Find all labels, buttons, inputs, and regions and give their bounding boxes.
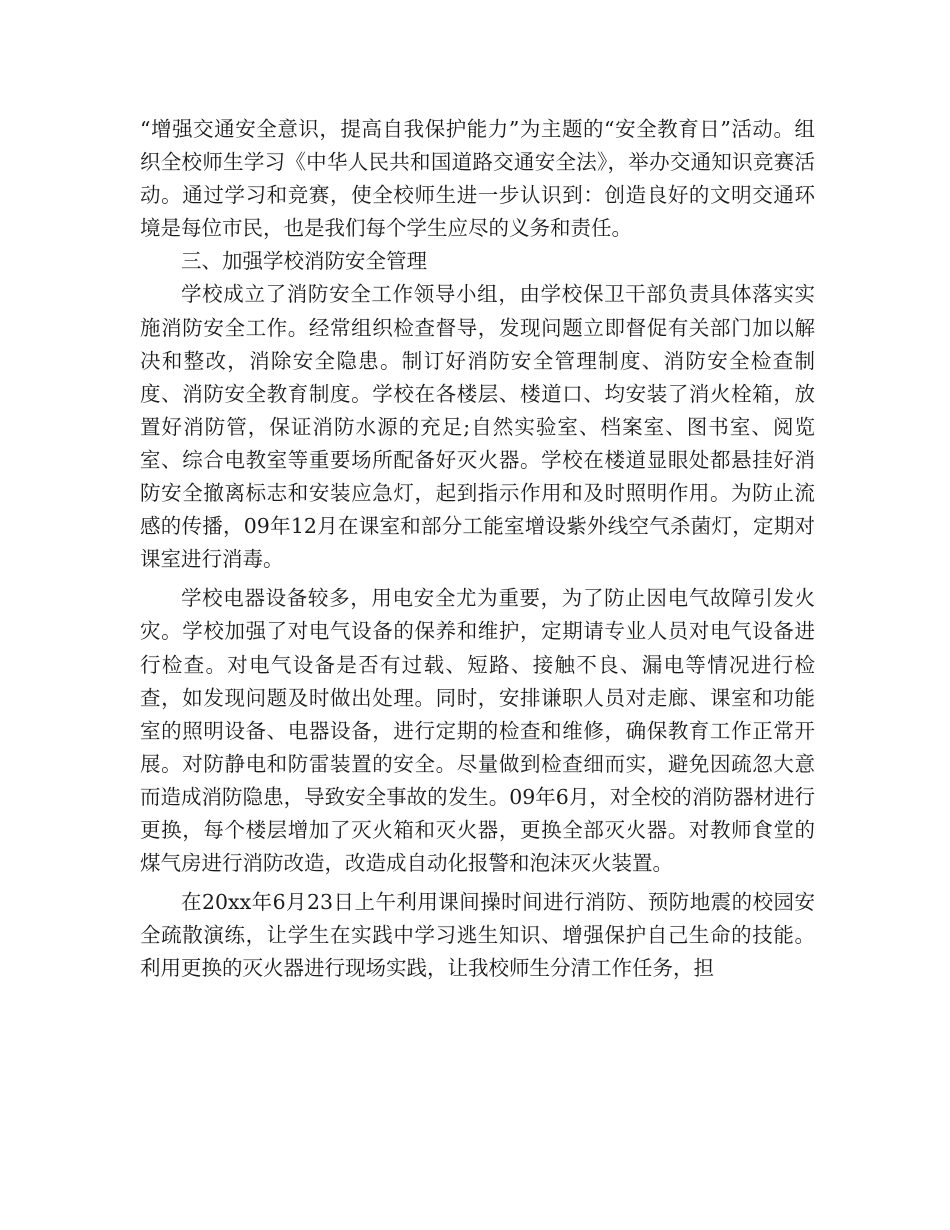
paragraph-evacuation-drill: 在20xx年6月23日上午利用课间操时间进行消防、预防地震的校园安全疏散演练，让学生在实践中学习逃生知识、增强保护自己生命的技能。利用更换的灭火器进行现场实践，让我校师生分清工作任务，担 bbox=[140, 890, 815, 981]
document-body bbox=[140, 113, 815, 985]
paragraph-traffic-safety: “增强交通安全意识，提高自我保护能力”为主题的“安全教育日”活动。组织全校师生学习《中华人民共和国道路交通安全法》，举办交通知识竞赛活动。通过学习和竞赛，使全校师生进一步认识到：创造良好的文明交通环境是每位市民，也是我们每个学生应尽的义务和责任。 bbox=[140, 117, 815, 241]
section-heading-fire-safety: 三、加强学校消防安全管理 bbox=[181, 249, 427, 274]
paragraph-electrical-safety: 学校电器设备较多，用电安全尤为重要，为了防止因电气故障引发火灾。学校加强了对电气设备的保养和维护，定期请专业人员对电气设备进行检查。对电气设备是否有过载、短路、接触不良、漏电等情况进行检查，如发现问题及时做出处理。同时，安排谦职人员对走廊、课室和功能室的照明设备、电器设备，进行定期的检查和维修，确保教育工作正常开展。对防静电和防雷装置的安全。尽量做到检查细而实，避免因疏忽大意而造成消防隐患，导致安全事故的发生。09年6月，对全校的消防器材进行更换，每个楼层增加了灭火箱和灭火器，更换全部灭火器。对教师食堂的煤气房进行消防改造，改造成自动化报警和泡沫灭火装置。 bbox=[140, 586, 815, 876]
paragraph-fire-safety-team: 学校成立了消防安全工作领导小组，由学校保卫干部负责具体落实实施消防安全工作。经常组织检查督导，发现问题立即督促有关部门加以解决和整改，消除安全隐患。制订好消防安全管理制度、消防安全检查制度、消防安全教育制度。学校在各楼层、楼道口、均安装了消火栓箱，放置好消防管，保证消防水源的充足;自然实验室、档案室、图书室、阅览室、综合电教室等重要场所配备好灭火器。学校在楼道显眼处都悬挂好消防安全撤离标志和安装应急灯，起到指示作用和及时照明作用。为防止流感的传播，09年12月在课室和部分工能室增设紫外线空气杀菌灯，定期对课室进行消毒。 bbox=[140, 282, 815, 572]
